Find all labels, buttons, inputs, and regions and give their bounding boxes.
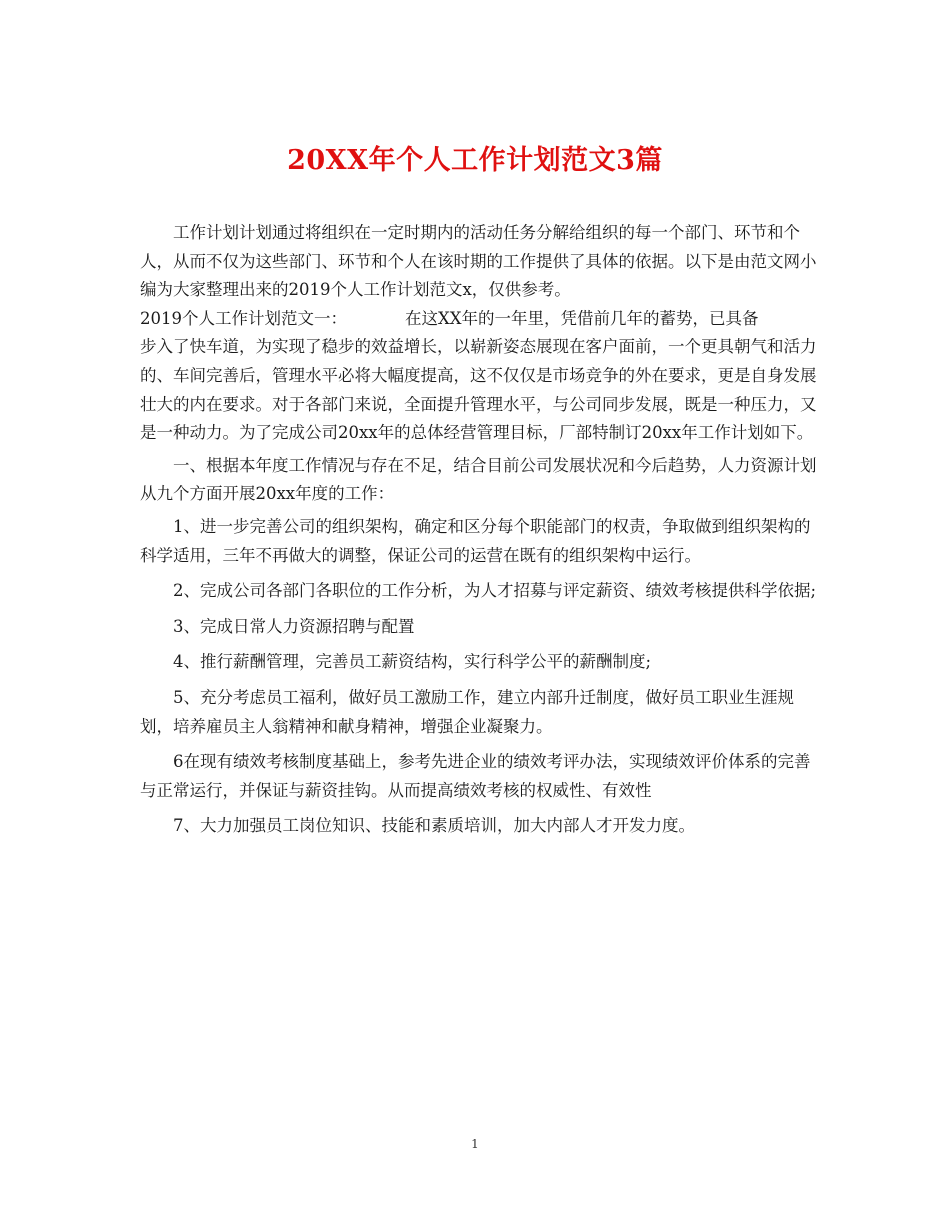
document-body xyxy=(140,219,820,841)
list-item: 7、大力加强员工岗位知识、技能和素质培训，加大内部人才开发力度。 xyxy=(173,816,695,836)
intro-paragraph: 工作计划计划通过将组织在一定时期内的活动任务分解给组织的每一个部门、环节和个人，从而不仅为这些部门、环节和个人在该时期的工作提供了具体的依据。以下是由范文网小编为大家整理出来的2019个人工作计划范文x，仅供参考。 xyxy=(140,223,817,300)
section1-label: 2019个人工作计划范文一： xyxy=(140,308,347,328)
section1-lead xyxy=(140,305,820,334)
point-intro-paragraph: 一、根据本年度工作情况与存在不足，结合目前公司发展状况和今后趋势，人力资源计划从九个方面开展20xx年度的工作： xyxy=(140,455,817,504)
document-title: 20XX年个人工作计划范文3篇 xyxy=(287,145,663,176)
section1-first-line: 在这XX年的一年里，凭借前几年的蓄势，已具备 xyxy=(405,308,759,328)
list-item: 3、完成日常人力资源招聘与配置 xyxy=(173,616,415,636)
list-item: 2、完成公司各部门各职位的工作分析，为人才招募与评定薪资、绩效考核提供科学依据; xyxy=(173,581,817,601)
list-item: 5、充分考虑员工福利，做好员工激励工作，建立内部升迁制度，做好员工职业生涯规划，培养雇员主人翁精神和献身精神，增强企业凝聚力。 xyxy=(140,687,794,736)
list-item: 4、推行薪酬管理，完善员工薪资结构，实行科学公平的薪酬制度; xyxy=(173,652,652,672)
section1-paragraph: 步入了快车道，为实现了稳步的效益增长，以崭新姿态展现在客户面前，一个更具朝气和活力的、车间完善后，管理水平必将大幅度提高，这不仅仅是市场竞争的外在要求，更是自身发展壮大的内在要求。对于各部门来说，全面提升管理水平，与公司同步发展，既是一种压力，又是一种动力。为了完成公司20xx年的总体经营管理目标，厂部特制订20xx年工作计划如下。 xyxy=(140,337,817,443)
list-item: 6在现有绩效考核制度基础上，参考先进企业的绩效考评办法，实现绩效评价体系的完善与正常运行，并保证与薪资挂钩。从而提高绩效考核的权威性、有效性 xyxy=(140,752,811,800)
list-item: 1、进一步完善公司的组织架构，确定和区分每个职能部门的权责，争取做到组织架构的科学适用，三年不再做大的调整，保证公司的运营在既有的组织架构中运行。 xyxy=(140,516,811,565)
page-number: 1 xyxy=(471,1137,479,1151)
